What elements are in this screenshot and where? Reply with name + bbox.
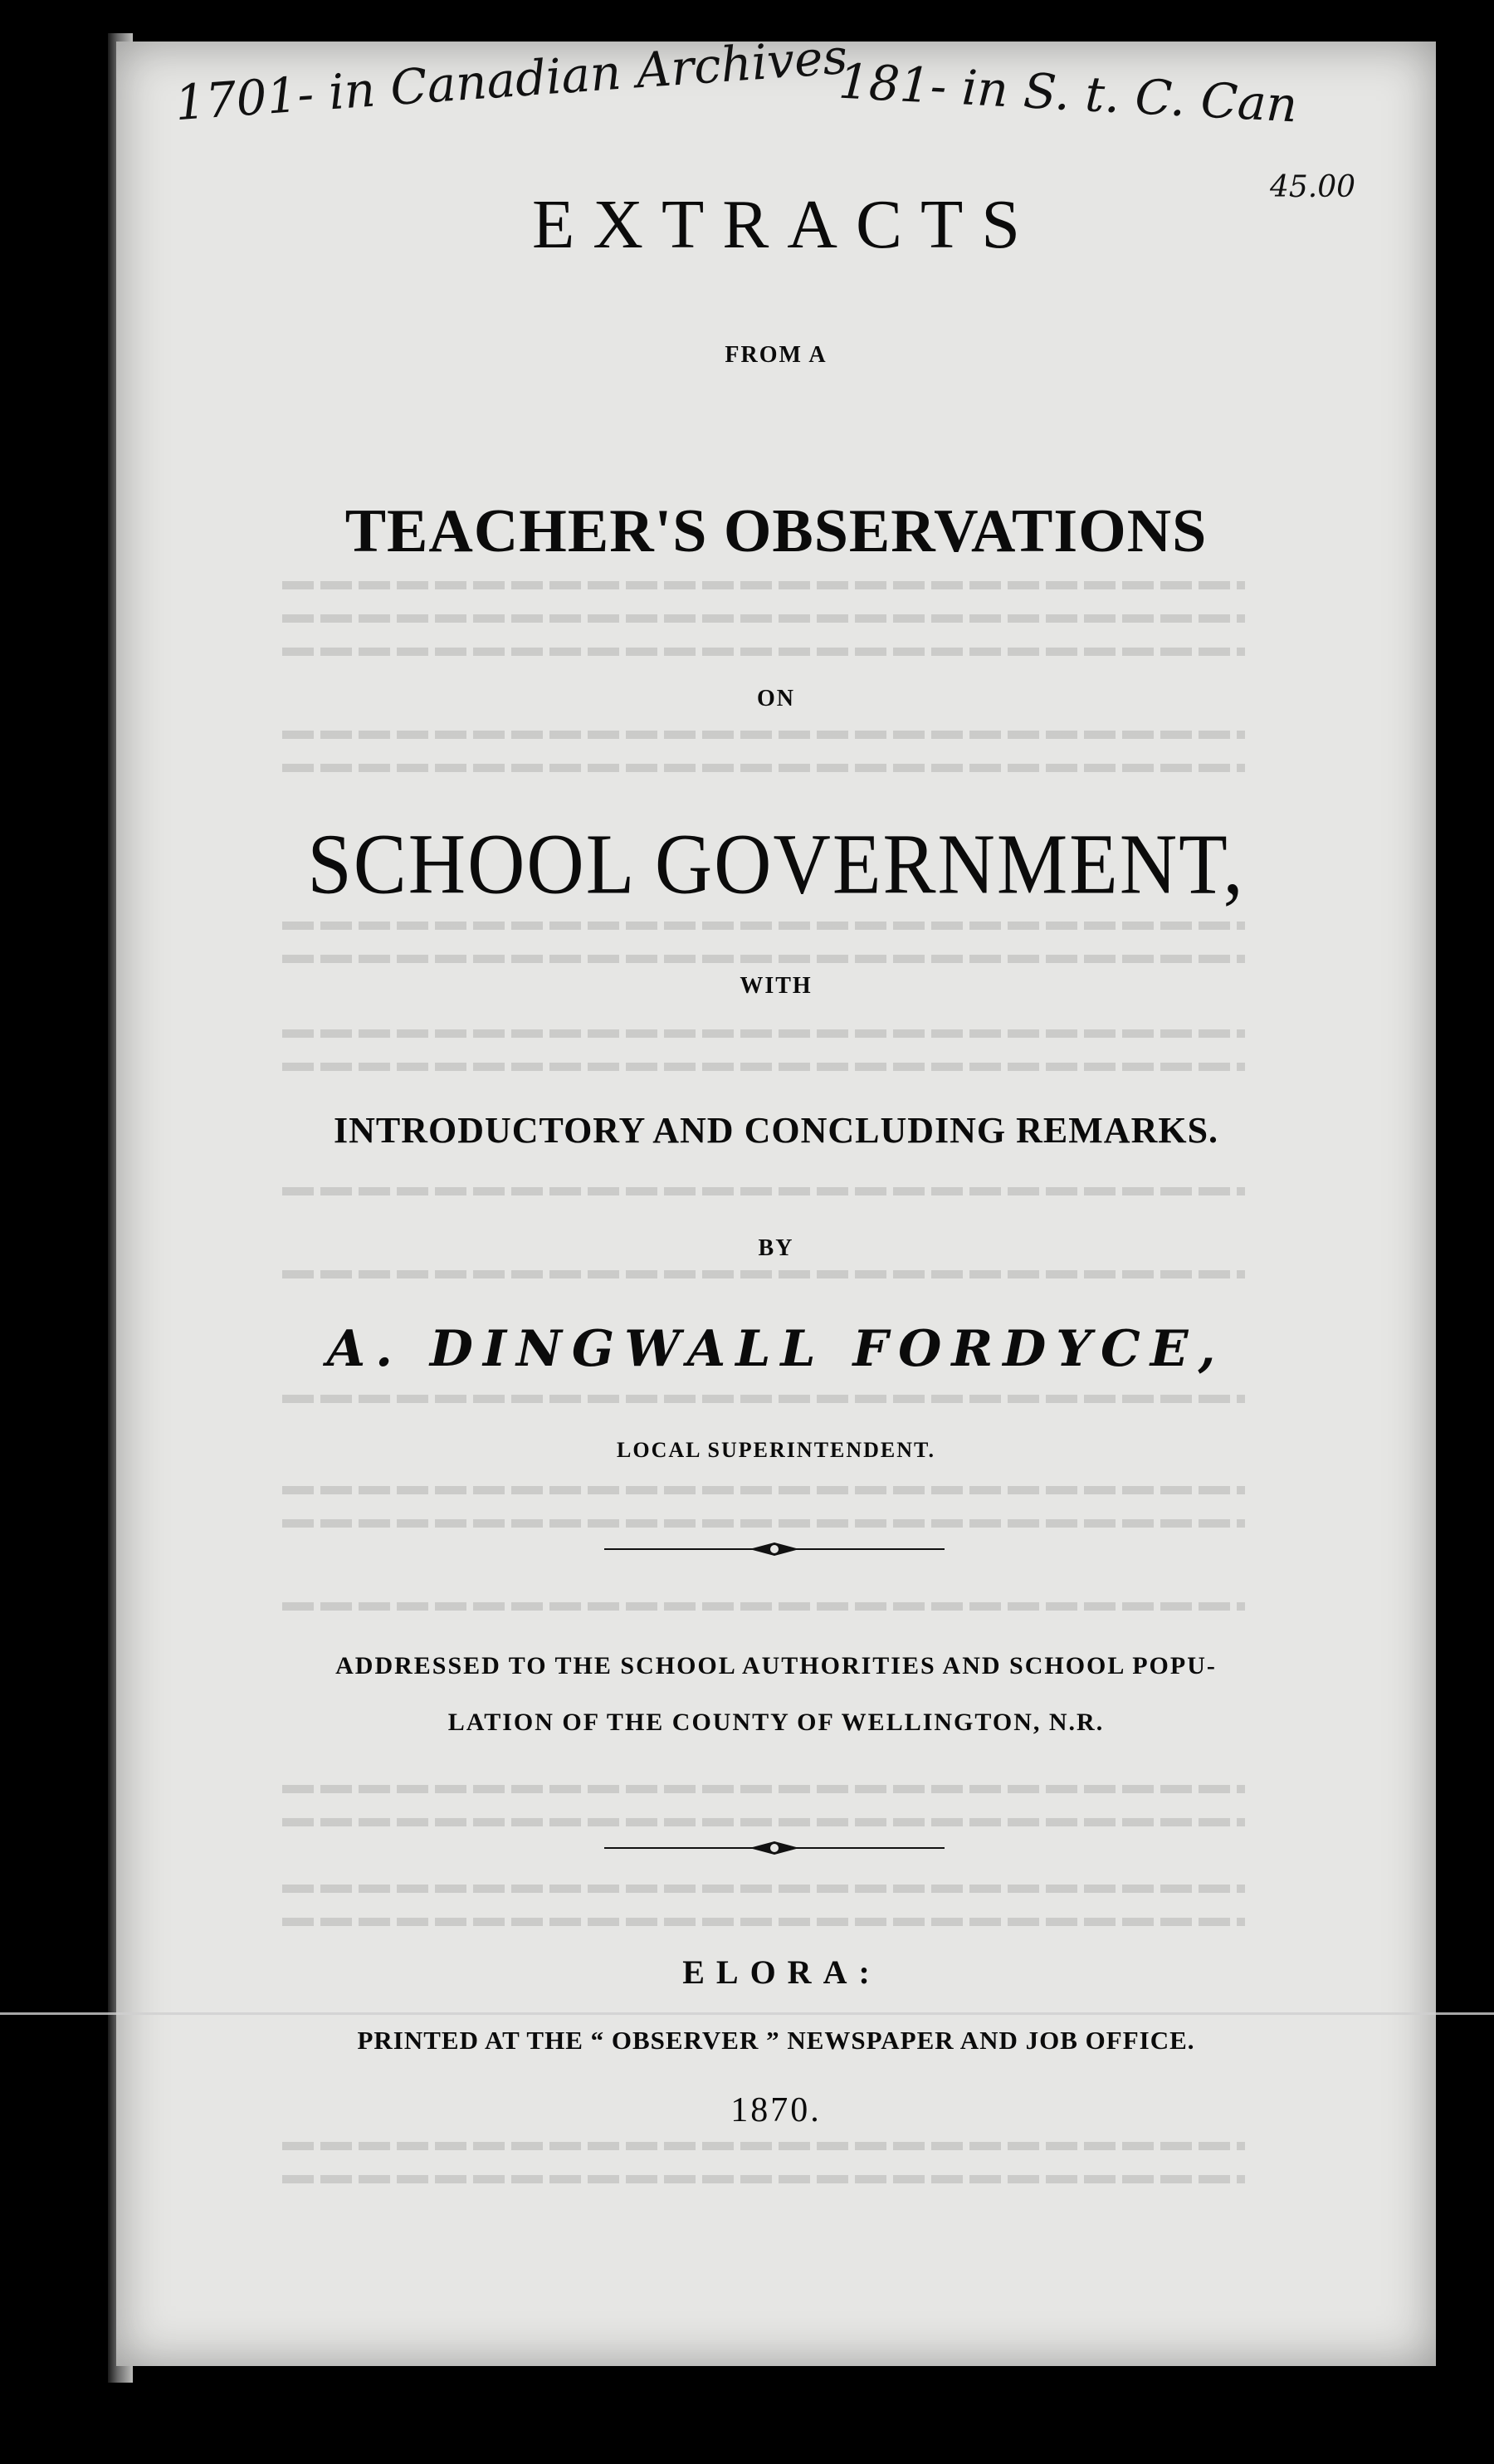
ornament-rule-icon xyxy=(604,1541,945,1557)
title-extracts: EXTRACTS xyxy=(531,186,1039,263)
from-a-text: FROM A xyxy=(725,342,828,368)
main-title-school-government: SCHOOL GOVERNMENT, xyxy=(307,815,1245,912)
ornament-rule-icon xyxy=(604,1840,945,1856)
scan-artifact-line xyxy=(0,2012,1494,2015)
title-page xyxy=(116,42,1436,2366)
introductory-remarks: INTRODUCTORY AND CONCLUDING REMARKS. xyxy=(333,1110,1219,1151)
show-through-line xyxy=(282,1270,1245,1278)
show-through-line xyxy=(282,2175,1245,2183)
on-text: ON xyxy=(757,686,795,711)
show-through-line xyxy=(282,764,1245,772)
show-through-line xyxy=(282,1519,1245,1528)
show-through-line xyxy=(282,1885,1245,1893)
show-through-line xyxy=(282,614,1245,623)
show-through-line xyxy=(282,1918,1245,1926)
show-through-line xyxy=(282,1818,1245,1826)
author-name: A. DINGWALL FORDYCE, xyxy=(326,1320,1226,1378)
show-through-line xyxy=(282,581,1245,589)
show-through-line xyxy=(282,1063,1245,1071)
show-through-line xyxy=(282,648,1245,656)
handwritten-price: 45.00 xyxy=(1270,170,1356,204)
handwritten-note-catalogue: 181- in S. t. C. Can xyxy=(837,52,1299,134)
publication-year: 1870. xyxy=(730,2091,822,2129)
addressed-line-2: LATION OF THE COUNTY OF WELLINGTON, N.R. xyxy=(447,1709,1105,1736)
show-through-line xyxy=(282,922,1245,930)
show-through-line xyxy=(282,1029,1245,1038)
show-through-line xyxy=(282,1187,1245,1195)
show-through-line xyxy=(282,2142,1245,2150)
addressed-line-1: ADDRESSED TO THE SCHOOL AUTHORITIES AND SCHOOL POPU- xyxy=(335,1652,1217,1679)
place-of-printing: ELORA: xyxy=(682,1953,881,1991)
author-role: LOCAL SUPERINTENDENT. xyxy=(617,1438,935,1462)
with-text: WITH xyxy=(740,973,813,999)
show-through-line xyxy=(282,1395,1245,1403)
by-text: BY xyxy=(758,1235,794,1261)
show-through-line xyxy=(282,1602,1245,1611)
show-through-line xyxy=(282,1785,1245,1793)
printer-imprint: PRINTED AT THE “ OBSERVER ” NEWSPAPER AND JOB OFFICE. xyxy=(357,2026,1195,2055)
handwritten-note-archives: 1701- in Canadian Archives xyxy=(173,27,850,132)
show-through-line xyxy=(282,731,1245,739)
show-through-line xyxy=(282,1486,1245,1494)
subtitle-teachers-observations: TEACHER'S OBSERVATIONS xyxy=(344,497,1208,565)
show-through-line xyxy=(282,955,1245,963)
